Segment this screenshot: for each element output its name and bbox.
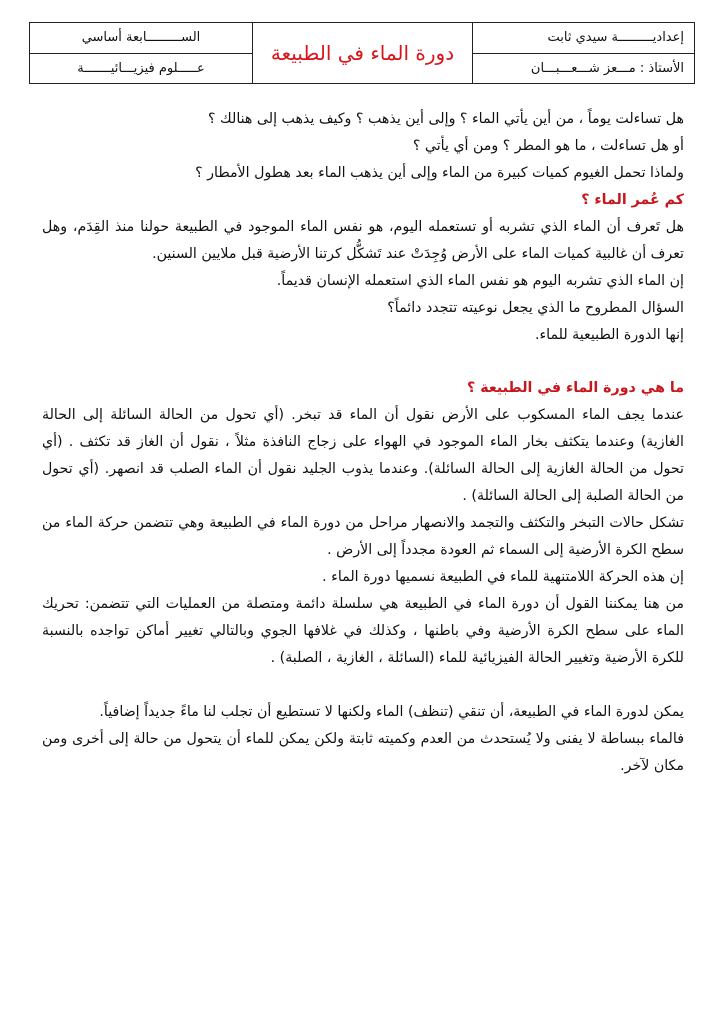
- paragraph: من هنا يمكننا القول أن دورة الماء في الطبيعة هي سلسلة دائمة ومتصلة من العمليات التي تتضمن: تحريك الماء على سطح الكرة الأرضية وفي باطنها ، وكذلك في غلافها الجوي وبالتالي تغيير أماكن تواجده بالنسبة للكرة الأرضية وتغيير الحالة الفيزيائية للماء (السائلة ، الغازية ، الصلبة) .: [42, 596, 684, 666]
- spacer: [42, 349, 684, 375]
- grade-level: الســـــــــابعة أساسي: [81, 30, 201, 46]
- spacer: [42, 672, 684, 699]
- header-school-cell: [472, 23, 694, 83]
- teacher-name: الأستاذ : مـــعز شـــعـــبـــان: [473, 53, 694, 84]
- intro-line: ولماذا تحمل الغيوم كميات كبيرة من الماء وإلى أين يذهب الماء بعد هطول الأمطار ؟: [195, 165, 684, 181]
- header-class-cell: [30, 23, 252, 83]
- school-name: إعداديـــــــــة سيدي ثابت: [547, 30, 684, 46]
- paragraph: السؤال المطروح ما الذي يجعل نوعيته تتجدد دائماً؟: [387, 300, 684, 316]
- section-heading-water-cycle: ما هي دورة الماء في الطبيعة ؟: [467, 380, 684, 396]
- page-title: دورة الماء في الطبيعة: [270, 41, 455, 65]
- intro-line: هل تساءلت يوماً ، من أين يأتي الماء ؟ وإلى أين يذهب ؟ وكيف يذهب إلى هنالك ؟: [208, 111, 684, 127]
- paragraph: إنها الدورة الطبيعية للماء.: [534, 327, 684, 343]
- paragraph: عندما يجف الماء المسكوب على الأرض نقول أن الماء قد تبخر. (أي تحول من الحالة السائلة إلى الحالة الغازية) وعندما يتكثف بخار الماء الموجود في الهواء على زجاج النافذة مثلاً ، نقول أن الغاز قد تكثف . (أي تحول من الحالة الغازية إلى الحالة السائلة). وعندما يذوب الجليد نقول أن الماء الصلب قد انصهر. (أي تحول من الحالة الصلبة إلى الحالة السائلة) .: [42, 407, 684, 504]
- header-table: [29, 22, 695, 84]
- header-title-cell: [252, 23, 472, 83]
- paragraph: إن هذه الحركة اللامتنهية للماء في الطبيعة نسميها دورة الماء .: [322, 569, 684, 585]
- intro-line: أو هل تساءلت ، ما هو المطر ؟ ومن أي يأتي ؟: [412, 138, 684, 154]
- paragraph: إن الماء الذي تشربه اليوم هو نفس الماء الذي استعمله الإنسان قديماً.: [276, 273, 684, 289]
- paragraph: تشكل حالات التبخر والتكثف والتجمد والانصهار مراحل من دورة الماء في الطبيعة وهي تتضمن حركة الماء من سطح الكرة الأرضية إلى السماء ثم العودة مجدداً إلى الأرض .: [42, 515, 684, 558]
- closing-line: فالماء ببساطة لا يفنى ولا يُستحدث من العدم وكميته ثابتة ولكن يمكن للماء أن يتحول من حالة إلى أخرى ومن مكان لآخر.: [42, 731, 684, 774]
- body-text: [42, 106, 684, 780]
- closing-line: يمكن لدورة الماء في الطبيعة، أن تنقي (تنظف) الماء ولكنها لا تستطيع أن تجلب لنا ماءً جديداً إضافياً.: [99, 704, 684, 720]
- paragraph: هل تَعرف أن الماء الذي تشربه أو تستعمله اليوم، هو نفس الماء الموجود في الطبيعة حولنا منذ القِدَم، وهل تعرف أن غالبية كميات الماء على الأرض وُجِدَتْ عند تَشكُّل كرتنا الأرضية قبل ملايين السنين.: [42, 219, 684, 262]
- section-heading-water-age: كم عُمر الماء ؟: [581, 192, 684, 208]
- subject-name: عـــــلوم فيزيـــائيـــــــة: [30, 53, 252, 84]
